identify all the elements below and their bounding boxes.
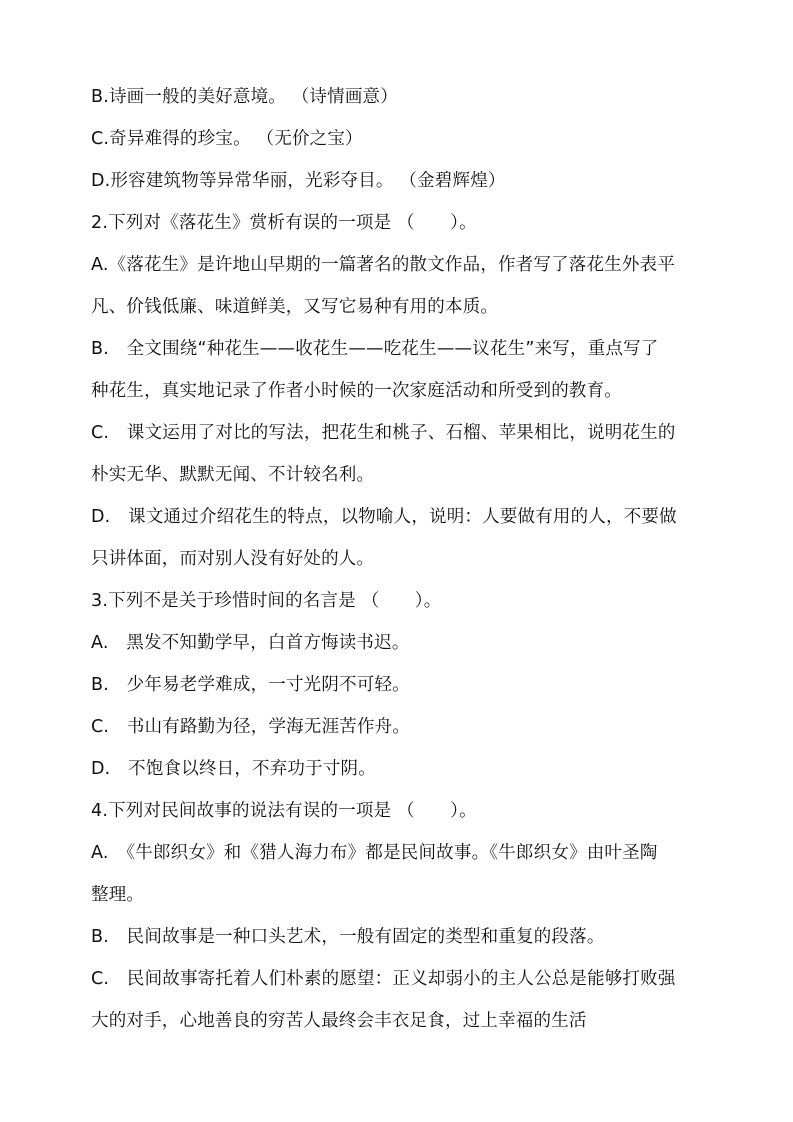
- q2-option-a-line1: A.《落花生》是许地山早期的一篇著名的散文作品，作者写了落花生外表平: [91, 255, 676, 275]
- q4-option-c-line1: C. 民间故事寄托着人们朴素的愿望：正义却弱小的主人公总是能够打败强: [91, 969, 676, 989]
- q2-option-c-line2: 朴实无华、默默无闻、不计较名利。: [91, 465, 375, 485]
- q4-option-b: B. 民间故事是一种口头艺术，一般有固定的类型和重复的段落。: [91, 927, 605, 947]
- question-2-stem: 2.下列对《落花生》赏析有误的一项是 （ ）。: [91, 213, 477, 233]
- option-c-line: C.奇异难得的珍宝。 （无价之宝）: [91, 129, 363, 149]
- q2-option-a-line2: 凡、价钱低廉、味道鲜美，又写它易种有用的本质。: [91, 297, 499, 317]
- question-3-stem: 3.下列不是关于珍惜时间的名言是 （ ）。: [91, 591, 442, 611]
- q2-option-d-line1: D. 课文通过介绍花生的特点，以物喻人，说明：人要做有用的人，不要做: [91, 507, 677, 527]
- q4-option-a-line2: 整理。: [91, 885, 145, 905]
- q3-option-d: D. 不饱食以终日，不弃功于寸阴。: [91, 759, 376, 779]
- q2-option-d-line2: 只讲体面，而对别人没有好处的人。: [91, 549, 375, 569]
- option-b-line: B.诗画一般的美好意境。 （诗情画意）: [91, 87, 398, 107]
- q4-option-c-line2: 大的对手，心地善良的穷苦人最终会丰衣足食，过上幸福的生活: [91, 1011, 587, 1031]
- q3-option-b: B. 少年易老学难成，一寸光阴不可轻。: [91, 675, 410, 695]
- q2-option-b-line2: 种花生，真实地记录了作者小时候的一次家庭活动和所受到的教育。: [91, 381, 622, 401]
- q3-option-c: C. 书山有路勤为径，学海无涯苦作舟。: [91, 717, 411, 737]
- option-d-line: D.形容建筑物等异常华丽，光彩夺目。 （金碧辉煌）: [91, 171, 506, 191]
- q3-option-a: A. 黑发不知勤学早，白首方悔读书迟。: [91, 633, 410, 653]
- q4-option-a-line1: A. 《牛郎织女》和《猎人海力布》都是民间故事。《牛郎织女》由叶圣陶: [91, 843, 658, 863]
- q2-option-c-line1: C. 课文运用了对比的写法，把花生和桃子、石榴、苹果相比，说明花生的: [91, 423, 676, 443]
- q2-option-b-line1: B. 全文围绕“种花生——收花生——吃花生——议花生”来写，重点写了: [91, 339, 659, 359]
- question-4-stem: 4.下列对民间故事的说法有误的一项是 （ ）。: [91, 801, 477, 821]
